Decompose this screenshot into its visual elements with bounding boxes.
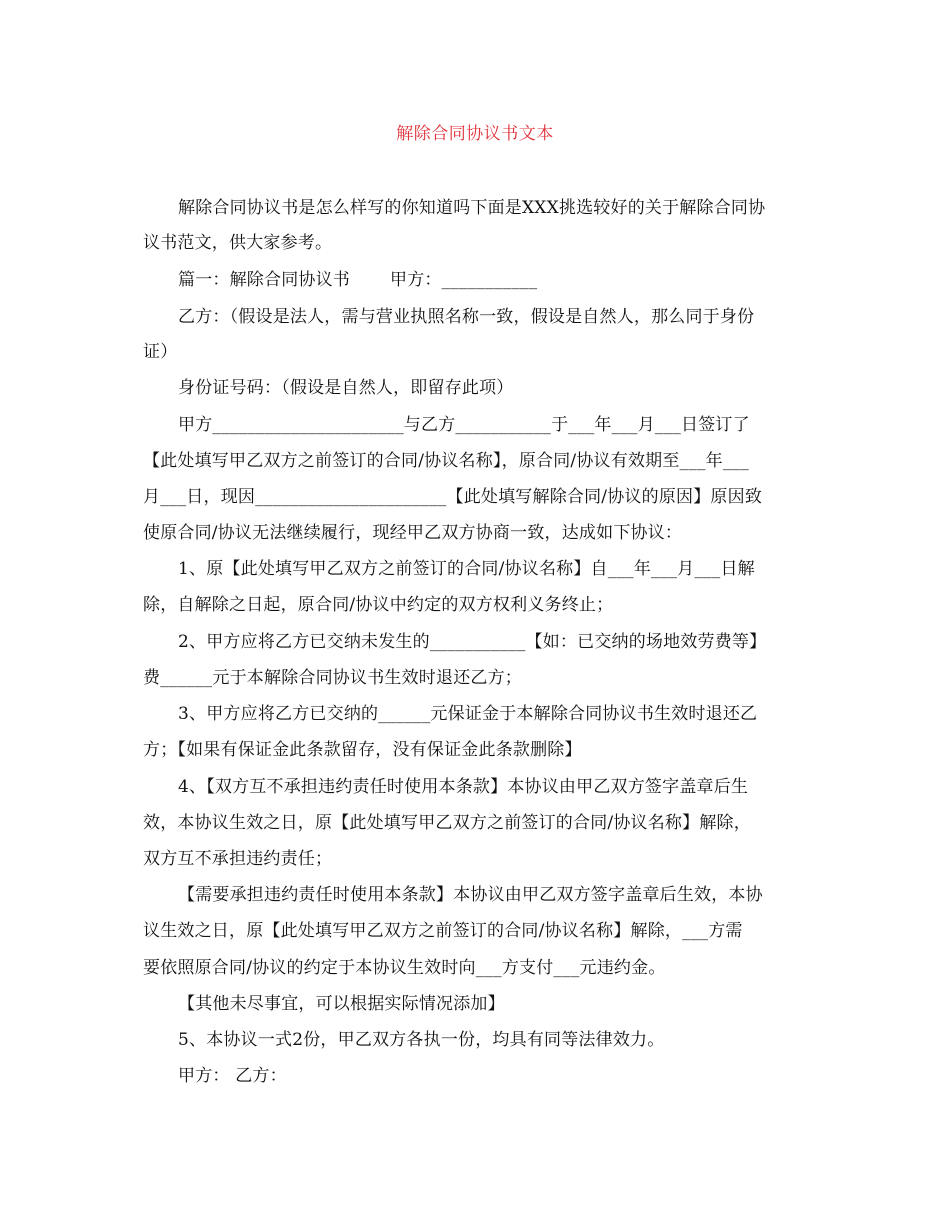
body-line-clause-1a: 1、原【此处填写甲乙双方之前签订的合同/协议名称】自___年___月___日解 [178,559,755,579]
body-line-clause-3b: 方；【如果有保证金此条款留存，没有保证金此条款删除】 [143,740,582,760]
body-line-clause-1b: 除，自解除之日起，原合同/协议中约定的双方权利义务终止； [143,595,614,615]
body-line-liability-3: 要依照原合同/协议的约定于本协议生效时向___方支付___元违约金。 [143,958,666,978]
body-line-preamble-2: 【此处填写甲乙双方之前签订的合同/协议名称】，原合同/协议有效期至___年___ [143,451,749,471]
body-line-preamble-1: 甲方______________________与乙方___________于___年___月___日签订了 [178,415,750,435]
body-line-id-number: 身份证号码：（假设是自然人，即留存此项） [178,378,514,398]
body-line-intro-2: 议书范文，供大家参考。 [143,233,333,253]
body-line-other-matters: 【其他未尽事宜，可以根据实际情况添加】 [178,994,505,1014]
body-line-party-b-1: 乙方：（假设是法人，需与营业执照名称一致，假设是自然人，那么同于身份 [178,307,755,327]
body-line-clause-4b: 效，本协议生效之日，原【此处填写甲乙双方之前签订的合同/协议名称】解除， [143,813,751,833]
body-line-clause-2a: 2、甲方应将乙方已交纳未发生的___________【如：已交纳的场地效劳费等】 [178,632,767,652]
body-line-preamble-3: 月___日，现因______________________【此处填写解除合同/协议的原因】原因致 [143,487,763,507]
body-line-signatures: 甲方： 乙方： [178,1066,287,1086]
body-line-intro-1: 解除合同协议书是怎么样写的你知道吗下面是XXX挑选较好的关于解除合同协 [178,198,766,218]
body-line-liability-2: 议生效之日，原【此处填写甲乙双方之前签订的合同/协议名称】解除，___方需 [143,921,743,941]
body-line-clause-3a: 3、甲方应将乙方已交纳的______元保证金于本解除合同协议书生效时退还乙 [178,704,758,724]
document-title: 解除合同协议书文本 [396,124,554,144]
body-line-preamble-4: 使原合同/协议无法继续履行，现经甲乙双方协商一致，达成如下协议： [143,523,683,543]
body-line-clause-5: 5、本协议一式2份，甲乙双方各执一份，均具有同等法律效力。 [178,1030,665,1050]
body-line-party-a-header: 篇一：解除合同协议书 甲方：___________ [178,270,538,290]
body-line-clause-2b: 费______元于本解除合同协议书生效时退还乙方； [143,668,522,688]
body-line-clause-4a: 4、【双方互不承担违约责任时使用本条款】本协议由甲乙双方签字盖章后生 [178,777,749,797]
body-line-clause-4c: 双方互不承担违约责任； [143,849,333,869]
body-line-party-b-2: 证） [143,342,178,362]
body-line-liability-1: 【需要承担违约责任时使用本条款】本协议由甲乙双方签字盖章后生效，本协 [178,885,763,905]
